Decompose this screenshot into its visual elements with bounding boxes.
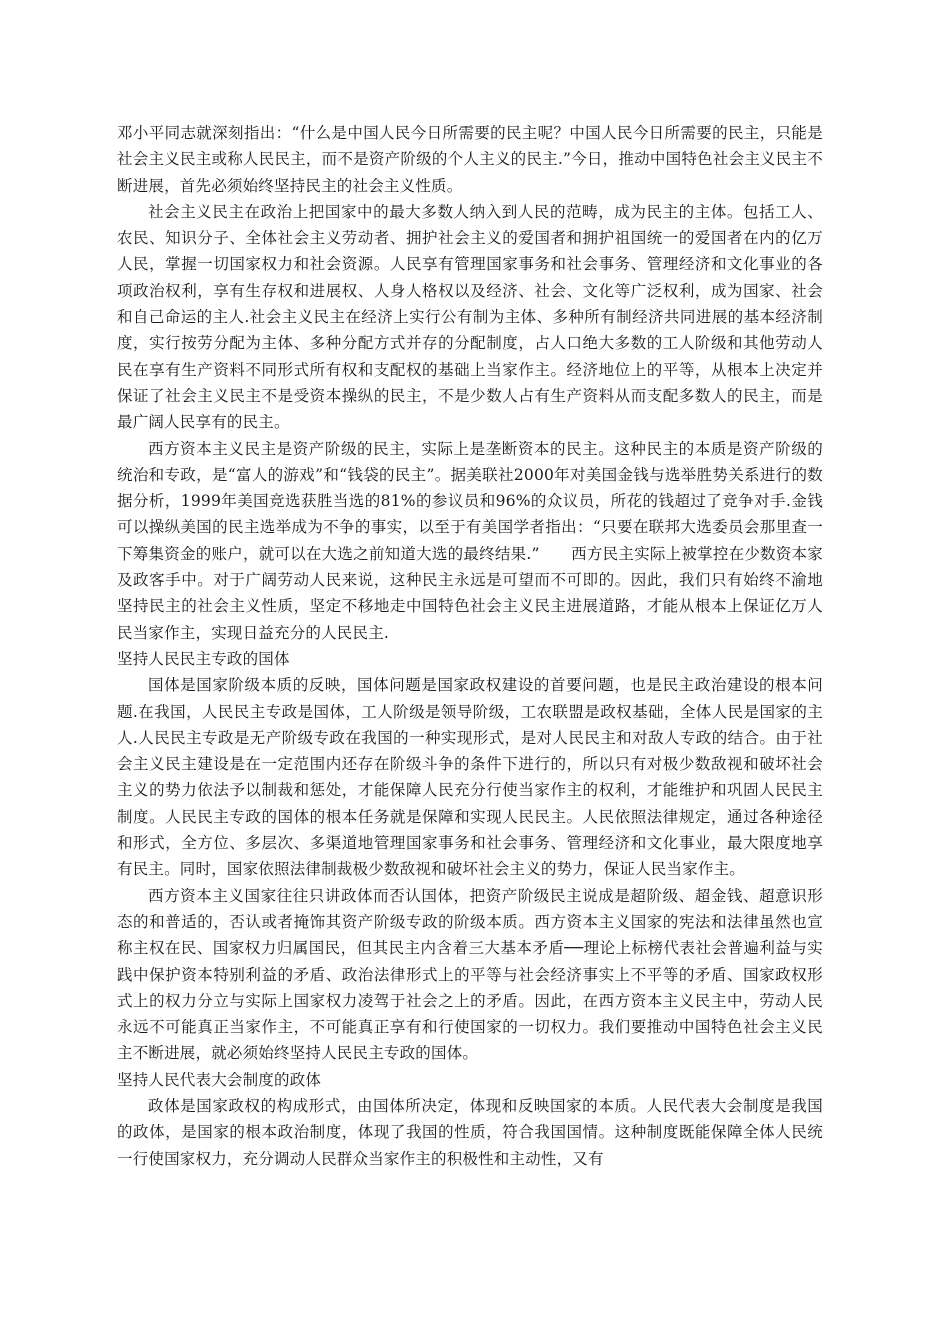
section-heading-government-system: 坚持人民代表大会制度的政体: [117, 1070, 322, 1089]
paragraph-2: 社会主义民主在政治上把国家中的最大多数人纳入到人民的范畴，成为民主的主体。包括工人、农民、知识分子、全体社会主义劳动者、拥护社会主义的爱国者和拥护祖国统一的爱国者在内的亿万人民，掌握一切国家权力和社会资源。人民享有管理国家事务和社会事务、管理经济和文化事业的各项政治权利，享有生存权和进展权、人身人格权以及经济、社会、文化等广泛权利，成为国家、社会和自己命运的主人.社会主义民主在经济上实行公有制为主体、多种所有制经济共同进展的基本经济制度，实行按劳分配为主体、多种分配方式并存的分配制度，占人口绝大多数的工人阶级和其他劳动人民在享有生产资料不同形式所有权和支配权的基础上当家作主。经济地位上的平等，从根本上决定并保证了社会主义民主不是受资本操纵的民主，不是少数人占有生产资料从而支配多数人的民主，而是最广阔人民享有的民主。: [117, 202, 823, 432]
document-body: [117, 120, 823, 1172]
paragraph-3: 西方资本主义民主是资产阶级的民主，实际上是垄断资本的民主。这种民主的本质是资产阶级的统治和专政，是“富人的游戏”和“钱袋的民主”。据美联社2000年对美国金钱与选举胜势关系进行的数据分析，1999年美国竞选获胜当选的81%的参议员和96%的众议员，所花的钱超过了竞争对手.金钱可以操纵美国的民主选举成为不争的事实，以至于有美国学者指出：“只要在联邦大选委员会那里查一下筹集资金的账户，就可以在大选之前知道大选的最终结果.” 西方民主实际上被掌控在少数资本家及政客手中。对于广阔劳动人民来说，这种民主永远是可望而不可即的。因此，我们只有始终不渝地坚持民主的社会主义性质，坚定不移地走中国特色社会主义民主进展道路，才能从根本上保证亿万人民当家作主，实现日益充分的人民民主.: [117, 439, 823, 642]
paragraph-4: 国体是国家阶级本质的反映，国体问题是国家政权建设的首要问题，也是民主政治建设的根本问题.在我国，人民民主专政是国体，工人阶级是领导阶级，工农联盟是政权基础，全体人民是国家的主人.人民民主专政是无产阶级专政在我国的一种实现形式，是对人民民主和对敌人专政的结合。由于社会主义民主建设是在一定范围内还存在阶级斗争的条件下进行的，所以只有对极少数敌视和破坏社会主义的势力依法予以制裁和惩处，才能保障人民充分行使当家作主的权利，才能维护和巩固人民民主制度。人民民主专政的国体的根本任务就是保障和实现人民民主。人民依照法律规定，通过各种途径和形式，全方位、多层次、多渠道地管理国家事务和社会事务、管理经济和文化事业，最大限度地享有民主。同时，国家依照法律制裁极少数敌视和破坏社会主义的势力，保证人民当家作主。: [117, 676, 823, 879]
paragraph-1: 邓小平同志就深刻指出：“什么是中国人民今日所需要的民主呢？中国人民今日所需要的民主，只能是社会主义民主或称人民民主，而不是资产阶级的个人主义的民主.”今日，推动中国特色社会主义民主不断进展，首先必须始终坚持民主的社会主义性质。: [117, 124, 823, 195]
section-heading-state-system: 坚持人民民主专政的国体: [117, 649, 290, 668]
paragraph-6: 政体是国家政权的构成形式，由国体所决定，体现和反映国家的本质。人民代表大会制度是我国的政体，是国家的根本政治制度，体现了我国的性质，符合我国国情。这种制度既能保障全体人民统一行使国家权力，充分调动人民群众当家作主的积极性和主动性，又有: [117, 1096, 823, 1168]
paragraph-5: 西方资本主义国家往往只讲政体而否认国体，把资产阶级民主说成是超阶级、超金钱、超意识形态的和普适的，否认或者掩饰其资产阶级专政的阶级本质。西方资本主义国家的宪法和法律虽然也宣称主权在民、国家权力归属国民，但其民主内含着三大基本矛盾──理论上标榜代表社会普遍利益与实践中保护资本特别利益的矛盾、政治法律形式上的平等与社会经济事实上不平等的矛盾、国家政权形式上的权力分立与实际上国家权力凌驾于社会之上的矛盾。因此，在西方资本主义民主中，劳动人民永远不可能真正当家作主，不可能真正享有和行使国家的一切权力。我们要推动中国特色社会主义民主不断进展，就必须始终坚持人民民主专政的国体。: [117, 886, 823, 1063]
